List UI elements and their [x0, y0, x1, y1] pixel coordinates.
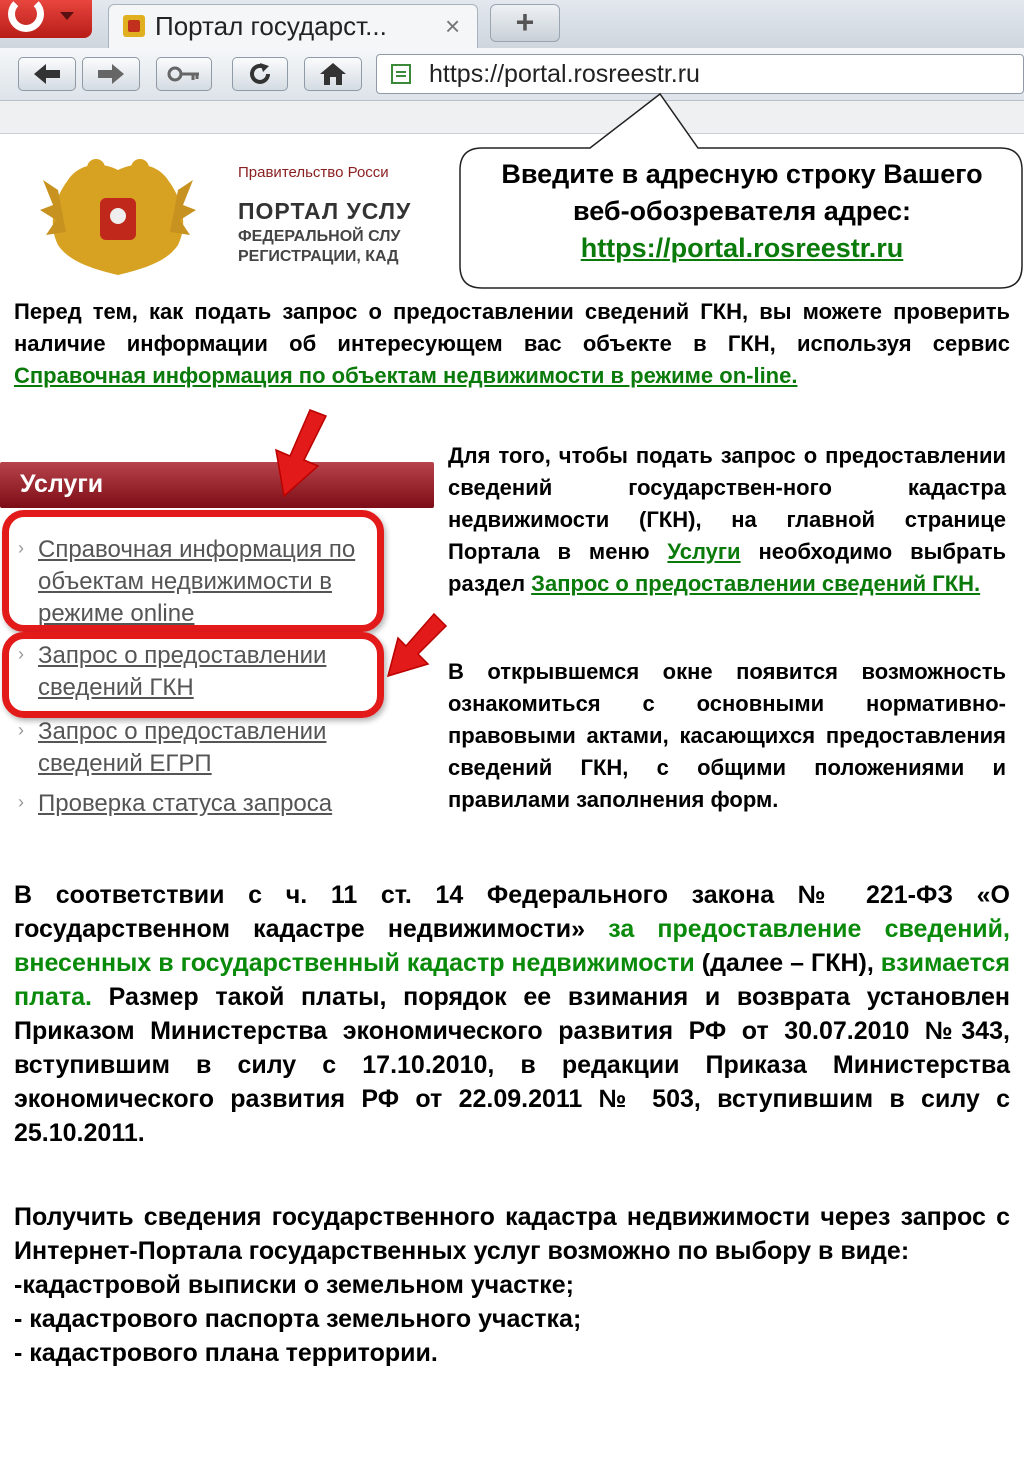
portal-title: ПОРТАЛ УСЛУ [238, 198, 412, 224]
intro-text: Перед тем, как подать запрос о предоставлении сведений ГКН, вы можете проверить наличие информации об интересующем вас объекте в ГКН, используя сервис [14, 299, 1010, 356]
instruction-paragraph [448, 440, 1006, 600]
key-icon [167, 64, 201, 84]
callout-line-2: веб-обозревателя адрес: [572, 196, 912, 226]
callout-line-1: Введите в адресную строку Вашего [501, 159, 983, 189]
coat-of-arms-icon [38, 150, 198, 280]
instruction-text-1: Для того, чтобы подать запрос о предоставлении сведений государствен-ного кадастра недвижимости (ГКН), на главной странице Портала в меню [448, 443, 1006, 564]
law-paragraph [14, 878, 1010, 1150]
home-icon [318, 61, 348, 87]
new-tab-button[interactable]: + [490, 4, 560, 42]
law-highlight-1: за предоставление сведений, внесенных в государственный кадастр недвижимости [14, 915, 1010, 977]
intro-paragraph [14, 296, 1010, 392]
forward-button[interactable] [82, 57, 140, 91]
law-highlight-2: взимается плата. [14, 949, 1010, 1011]
option-item: - кадастрового паспорта земельного участка; [14, 1305, 582, 1333]
key-button[interactable] [156, 57, 212, 91]
url-text[interactable]: https://portal.rosreestr.ru [429, 60, 700, 88]
menu-item-label[interactable]: Запрос о предоставлении сведений ЕГРП [38, 718, 327, 777]
instruction-text-2: необходимо выбрать раздел [448, 539, 1006, 596]
law-text-3: Размер такой платы, порядок ее взимания и возврата установлен Приказом Министерства экономического развития РФ от 30.07.2010 №343, вступившим в силу с 17.10.2010, в редакции Приказа Министерства экономического развития РФ от 22.09.2011 № 503, вступившим в силу с 25.10.2011. [14, 983, 1010, 1147]
services-menu-title: Услуги [20, 470, 104, 498]
close-tab-icon[interactable]: × [445, 11, 461, 41]
services-link[interactable]: Услуги [667, 539, 741, 564]
favicon-icon [123, 15, 145, 37]
opera-menu-button[interactable] [0, 0, 92, 38]
law-text-1: В соответствии с ч. 11 ст. 14 Федерального закона № 221-ФЗ «О государственном кадастре недвижимости» [14, 881, 1010, 943]
options-intro: Получить сведения государственного кадастра недвижимости через запрос с Интернет-Портала государственных услуг возможно по выбору в виде: [14, 1203, 1010, 1265]
reload-button[interactable] [232, 57, 288, 91]
chevron-right-icon: › [18, 644, 24, 664]
back-arrow-icon [32, 62, 62, 86]
red-arrow-down-icon [262, 408, 334, 498]
menu-item-label[interactable]: Запрос о предоставлении сведений ГКН [38, 642, 327, 701]
back-button[interactable] [18, 57, 76, 91]
callout-link[interactable]: https://portal.rosreestr.ru [580, 233, 904, 263]
chevron-right-icon: › [18, 538, 24, 558]
highlight-box-reference [2, 510, 384, 632]
law-text-2: (далее – ГКН), [694, 949, 881, 977]
tab-title: Портал государст... [155, 11, 387, 41]
chevron-right-icon: › [18, 720, 24, 740]
window-note-paragraph: В открывшемся окне появится возможность ознакомиться с основными нормативно-правовыми актами, касающихся предоставления сведений ГКН, с общими положениями и правилами заполнения форм. [448, 659, 1006, 812]
reference-service-link[interactable]: Справочная информация по объектам недвижимости в режиме on-line. [14, 363, 798, 388]
opera-logo-icon [8, 0, 44, 32]
options-paragraph [14, 1200, 1010, 1370]
chevron-down-icon [60, 12, 74, 20]
browser-tab[interactable] [108, 4, 478, 48]
menu-item-label[interactable]: Проверка статуса запроса [38, 790, 333, 817]
gkn-request-link[interactable]: Запрос о предоставлении сведений ГКН. [531, 571, 981, 596]
portal-subtitle-1: ФЕДЕРАЛЬНОЙ СЛУ [238, 228, 401, 245]
portal-subtitle-2: РЕГИСТРАЦИИ, КАД [238, 248, 399, 265]
menu-item-label[interactable]: Справочная информация по объектам недвижимости в режиме online [38, 536, 356, 627]
reload-icon [247, 61, 273, 87]
option-item: -кадастровой выписки о земельном участке; [14, 1271, 574, 1299]
red-arrow-left-icon [384, 612, 448, 682]
option-item: - кадастрового плана территории. [14, 1339, 438, 1367]
highlight-box-gkn [2, 632, 384, 718]
chevron-right-icon: › [18, 792, 24, 812]
callout-text [460, 156, 1024, 267]
home-button[interactable] [304, 57, 362, 91]
page-icon [391, 64, 411, 84]
forward-arrow-icon [96, 62, 126, 86]
government-line: Правительство Росси [238, 164, 389, 181]
